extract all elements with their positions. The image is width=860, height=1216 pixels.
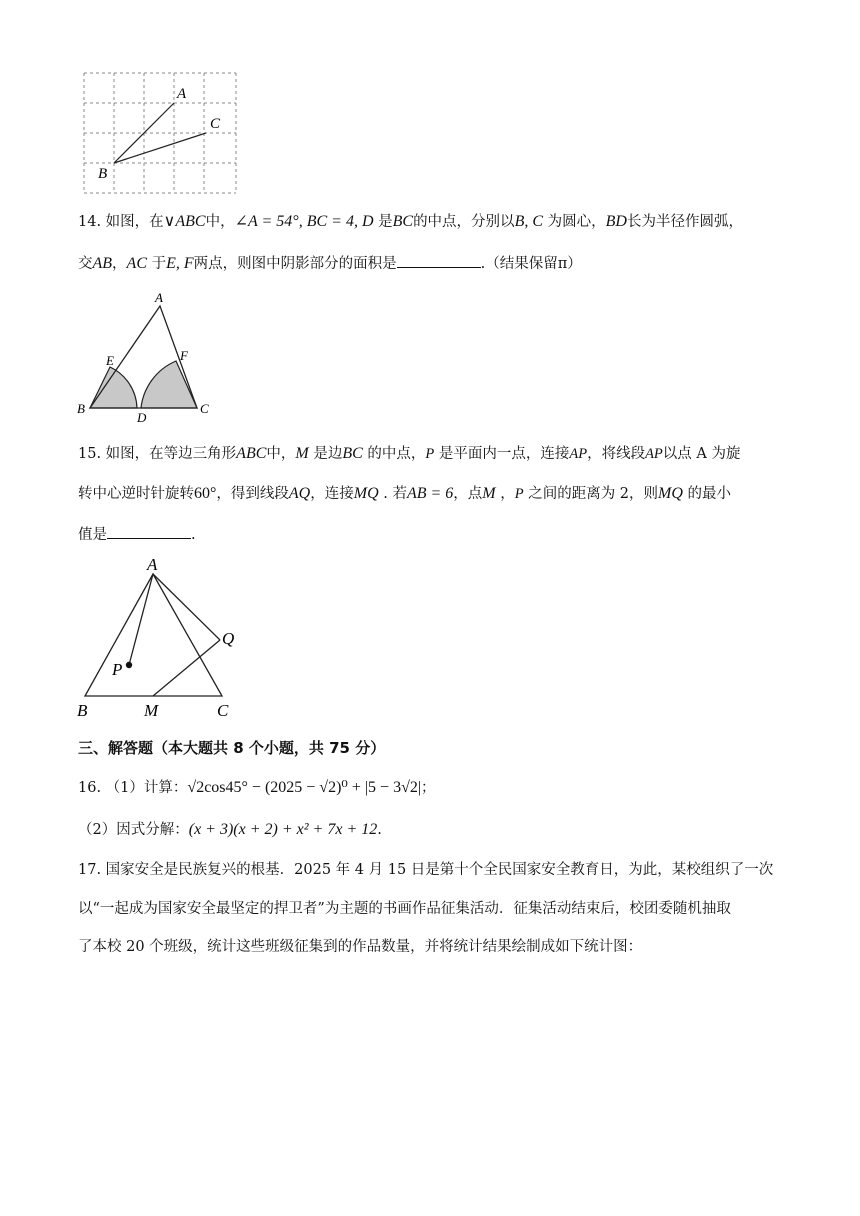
- text: 的最小: [687, 486, 732, 502]
- text: . 若: [383, 486, 407, 502]
- math-p: P: [425, 446, 435, 462]
- math-ap: AP: [569, 446, 588, 462]
- question-17-line1: [78, 860, 773, 880]
- text: 两点，则图中阴影部分的面积是: [193, 256, 397, 272]
- segment-aq: [153, 574, 220, 640]
- text: ，将线段: [587, 446, 646, 462]
- grid-figure: [78, 70, 258, 200]
- math-aq: AQ: [288, 485, 311, 502]
- segment-ap: [129, 574, 153, 665]
- expression-2: (x + 3)(x + 2) + x² + 7x + 12: [188, 821, 378, 838]
- text: ，: [112, 256, 127, 272]
- question-number: 14.: [78, 214, 102, 230]
- label-e: E: [106, 353, 114, 368]
- text: 为圆心，: [547, 214, 606, 230]
- question-17-line3: 了本校 20 个班级，统计这些班级征集到的作品数量，并将统计结果绘制成如下统计图：: [78, 939, 643, 955]
- section-3-heading: 三、解答题（本大题共 8 个小题，共 75 分）: [78, 739, 386, 757]
- math-p2: P: [514, 486, 524, 502]
- math-m2: M: [482, 485, 496, 502]
- text: ，连接: [310, 486, 354, 502]
- label-a: A: [147, 556, 158, 574]
- text: 是边: [313, 446, 343, 462]
- question-15-line1: [78, 444, 741, 464]
- segment-bc: [114, 133, 206, 163]
- expression-1: √2cos45° − (2025 − √2)⁰ + |5 − 3√2|: [187, 779, 422, 796]
- text: ，得到线段: [216, 486, 289, 502]
- question-14-line2: [78, 253, 582, 274]
- label-m: M: [144, 701, 159, 720]
- label-b: B: [98, 166, 108, 182]
- question-number: 16.: [78, 780, 102, 796]
- math-ac: AC: [126, 255, 147, 272]
- text: 以点 A 为旋: [662, 446, 741, 462]
- label-d: D: [137, 410, 147, 425]
- label-b: B: [77, 701, 88, 720]
- label-p: P: [112, 660, 123, 679]
- math-ef: E, F: [166, 255, 194, 272]
- text: 如图，在: [105, 214, 164, 230]
- label-c: C: [210, 116, 221, 132]
- math-bc: BC: [342, 445, 363, 462]
- text: 之间的距离为 2，则: [528, 486, 659, 502]
- math-60deg: 60°: [194, 485, 217, 502]
- text: 的中点，: [367, 446, 426, 462]
- text: 长为半径作圆弧，: [626, 214, 743, 230]
- math-mq2: MQ: [658, 485, 683, 502]
- text: （1）计算：: [105, 780, 188, 796]
- question-number: 15.: [78, 446, 102, 462]
- math-bc2: B, C: [514, 213, 544, 230]
- point-p: [126, 662, 132, 668]
- text: .（结果保留π）: [480, 256, 582, 272]
- text: 中，: [266, 446, 296, 462]
- triangle-abc-shape: [85, 574, 222, 696]
- text: ；: [421, 780, 436, 796]
- question-14-line1: [78, 212, 743, 232]
- label-b: B: [77, 401, 85, 416]
- math-ab6: AB = 6: [406, 485, 454, 502]
- question-15-line2: [78, 484, 731, 504]
- text: .: [191, 527, 196, 543]
- text: 值是: [78, 527, 107, 543]
- text: 是: [378, 214, 393, 230]
- text: .: [377, 822, 382, 838]
- answer-blank[interactable]: [397, 253, 481, 268]
- question-number: 17.: [78, 862, 102, 878]
- text: 是平面内一点，连接: [438, 446, 570, 462]
- math-mq: MQ: [353, 485, 379, 502]
- question-17-line2: 以“一起成为国家安全最坚定的捍卫者”为主题的书画作品征集活动．征集活动结束后，校团委随机抽取: [78, 901, 731, 917]
- text: 中，: [205, 214, 235, 230]
- label-a: A: [177, 86, 187, 102]
- triangle-shaded-figure: [72, 288, 222, 428]
- question-15-line3: [78, 524, 196, 545]
- given-conditions: ∠A = 54°, BC = 4, D: [234, 213, 374, 230]
- label-q: Q: [222, 629, 235, 648]
- text: 如图，在等边三角形: [105, 446, 237, 462]
- math-abc: ABC: [236, 445, 267, 462]
- label-a: A: [155, 290, 163, 305]
- text: 转中心逆时针旋转: [78, 486, 194, 502]
- math-ab: AB: [92, 255, 113, 272]
- question-16-part1: [78, 778, 436, 798]
- math-ap2: AP: [645, 446, 663, 462]
- text: 国家安全是民族复兴的根基．2025 年 4 月 15 日是第十个全民国家安全教育日，为此，某校组织了一次: [105, 862, 774, 878]
- label-c: C: [217, 701, 229, 720]
- math-bc: BC: [392, 213, 414, 230]
- math-bd: BD: [605, 213, 627, 230]
- segment-mq: [153, 640, 220, 696]
- text: 交: [78, 256, 93, 272]
- text: ，点: [453, 486, 483, 502]
- text: （2）因式分解：: [78, 822, 189, 838]
- text: 于: [151, 256, 167, 272]
- text: 的中点，分别以: [413, 214, 515, 230]
- question-16-part2: [78, 820, 382, 840]
- label-c: C: [200, 401, 209, 416]
- label-f: F: [180, 348, 188, 363]
- triangle-abc: ∨ABC: [163, 213, 206, 230]
- math-m: M: [295, 445, 309, 462]
- equilateral-rotation-figure: [72, 556, 262, 726]
- answer-blank[interactable]: [107, 524, 191, 539]
- text: ，: [500, 486, 515, 502]
